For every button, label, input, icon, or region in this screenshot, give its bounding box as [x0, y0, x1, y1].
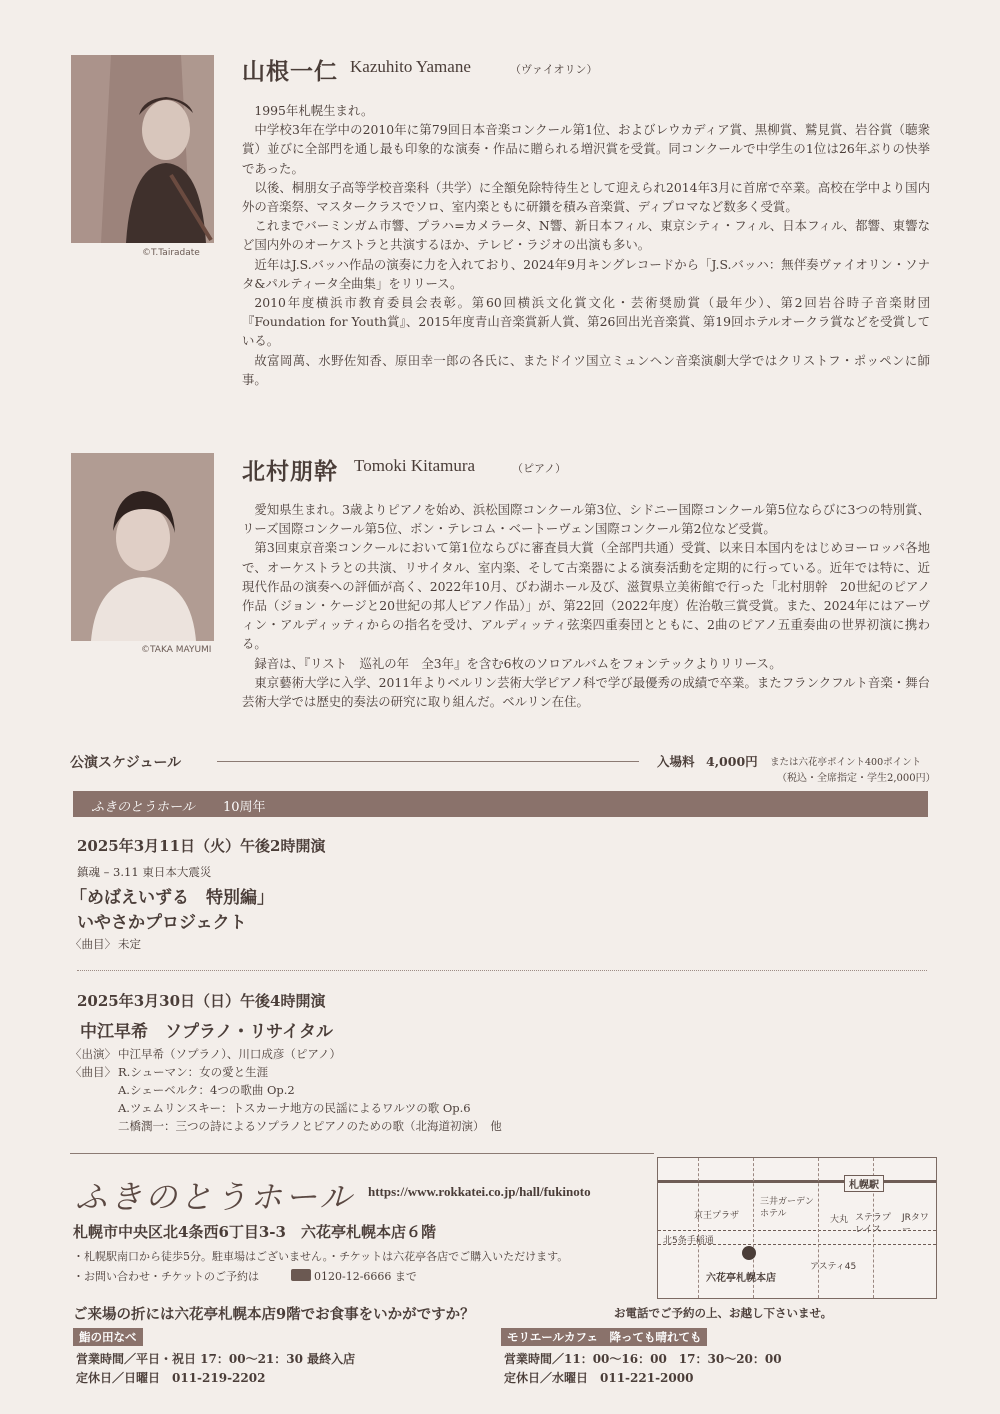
artist-bio — [242, 500, 930, 711]
program-text: 未定 — [118, 937, 141, 951]
shop-name-tag: 鮨の田なべ — [73, 1328, 143, 1346]
program-item: A.シェーベルク：4つの歌曲 Op.2 — [118, 1083, 295, 1097]
bio-paragraph: 1995年札幌生まれ。 — [254, 103, 374, 118]
bio-paragraph: 近年はJ.S.バッハ作品の演奏に力を入れており、2024年9月キングレコードから「J.S.バッハ：無伴奏ヴァイオリン・ソナタ&パルティータ全曲集」をリリース。 — [242, 256, 930, 291]
event-subtitle: 鎮魂 – 3.11 東日本大震災 — [77, 865, 212, 879]
artist-name-en: Kazuhito Yamane — [350, 57, 471, 76]
venue-url[interactable]: https://www.rokkatei.co.jp/hall/fukinoto — [368, 1184, 591, 1199]
artist-instrument: （ヴァイオリン） — [510, 63, 598, 76]
venue-rule — [70, 1153, 654, 1154]
dining-headline: ご来場の折には六花亭札幌本店9階でお食事をいかがですか？ — [73, 1306, 475, 1323]
station-label: 札幌駅 — [844, 1175, 884, 1192]
phone-number: 0120-12-6666 まで — [314, 1270, 417, 1283]
performers-text: 中江早希（ソプラノ）、川口成彦（ピアノ） — [118, 1047, 341, 1061]
program-item: R.シューマン：女の愛と生涯 — [118, 1065, 269, 1079]
event-title: 中江早希 ソプラノ・リサイタル — [80, 1022, 333, 1042]
map-landmark: 三井ガーデンホテル — [760, 1197, 814, 1219]
artist-name-en: Tomoki Kitamura — [354, 456, 476, 475]
price: 4,000円 — [706, 754, 758, 769]
anniversary-band — [73, 791, 928, 817]
free-dial-icon — [291, 1269, 311, 1281]
shop-closed: 定休日／水曜日 011-221-2000 — [504, 1371, 694, 1385]
map-landmark: 京王プラザ — [694, 1211, 740, 1221]
map-road — [818, 1158, 820, 1298]
artist-bio — [242, 101, 930, 389]
event-divider — [77, 970, 927, 971]
bio-paragraph: 録音は、『リスト 巡礼の年 全3年』を含む6枚のソロアルバムをフォンテックよりリリース。 — [254, 655, 782, 671]
bio-paragraph: 第3回東京音楽コンクールにおいて第1位ならびに審査員大賞（全部門共通）受賞、以来日本国内をはじめヨーロッパ各地で、オーケストラとの共演、リサイタル、室内楽、そして古楽器による演奏活動を定期的に行っている。近年では特に、近現代作品の演奏への評価が高く、2022年10月、びわ湖ホール及び、滋賀県立美術館で行った「北村朋幹 20世紀のピアノ作品（ジョン・ケージと20世紀の邦人ピアノ作品）」が、第22回（2022年度）佐治敬三賞受賞。また、2024年にはアーヴィン・アルディッティからの指名を受け、アルディッティ弦楽四重奏団とともに、2曲のピアノ五重奏曲の世界初演に携わる。 — [242, 540, 930, 652]
artist-instrument: （ピアノ） — [512, 462, 567, 475]
map-landmark: 大丸 — [830, 1215, 849, 1225]
program-item: 二橋潤一：三つの詩によるソプラノとピアノのための歌（北海道初演） 他 — [118, 1119, 502, 1133]
event-date: 2025年3月11日（火）午後2時開演 — [77, 837, 326, 855]
dining-headline-note: お電話でご予約の上、お越し下さいませ。 — [614, 1306, 833, 1320]
bio-paragraph: これまでバーミンガム市響、プラハ=カメラータ、N響、新日本フィル、東京シティ・フィル、日本フィル、都響、東響など国内外のオーケストラと共演するほか、テレビ・ラジオの出演も多い。 — [242, 218, 930, 253]
bio-paragraph: 愛知県生まれ。3歳よりピアノを始め、浜松国際コンクール第3位、シドニー国際コンクール第5位ならびに3つの特別賞、リーズ国際コンクール第5位、ボン・テレコム・ベートーヴェン国際コンクール第2位など受賞。 — [242, 502, 930, 537]
event-date: 2025年3月30日（日）午後4時開演 — [77, 992, 326, 1010]
anniversary-label: 10周年 — [223, 800, 266, 815]
bio-paragraph: 2010年度横浜市教育委員会表彰。第60回横浜文化賞文化・芸術奨励賞（最年少）、第2回岩谷時子音楽財団『Foundation for Youth賞』、2015年度青山音楽賞新人賞、第26回出光音楽賞、第19回ホテルオークラ賞などを受賞している。 — [242, 295, 930, 349]
venue-marker — [742, 1246, 756, 1260]
venue-address: 札幌市中央区北4条西6丁目3-3 六花亭札幌本店６階 — [73, 1223, 436, 1241]
artist-name-jp: 北村朋幹 — [242, 458, 338, 485]
violinist-silhouette — [71, 55, 214, 243]
street-label: 北5条手稲通 — [663, 1236, 714, 1246]
map-landmark: ステラプレイス — [855, 1213, 891, 1235]
venue-note: ・札幌駅南口から徒歩5分。駐車場はございません。・チケットは六花亭各店でご購入いただけます。 — [73, 1250, 569, 1263]
hall-logo-small: ふきのとうホール — [91, 800, 195, 815]
photo-credit: ©TAKA MAYUMI — [141, 645, 212, 655]
schedule-heading: 公演スケジュール — [70, 755, 182, 771]
venue-map-label: 六花亭札幌本店 — [706, 1273, 776, 1284]
program-item: A.ツェムリンスキー：トスカーナ地方の民謡によるワルツの歌 Op.6 — [118, 1101, 471, 1115]
shop-closed: 定休日／日曜日 011-219-2202 — [76, 1371, 266, 1385]
event-title-line2: いやさかプロジェクト — [77, 913, 247, 933]
schedule-rule — [217, 761, 639, 762]
bio-paragraph: 東京藝術大学に入学、2011年よりベルリン芸術大学ピアノ科で学び最優秀の成績で卒業。またフランクフルト音楽・舞台芸術大学では歴史的奏法の研究に取り組んだ。ベルリン在住。 — [242, 674, 930, 710]
program-label: 〈曲目〉 — [70, 937, 116, 951]
shop-name-tag: モリエールカフェ 降っても晴れても — [501, 1328, 707, 1346]
shop-hours: 営業時間／11：00〜16：00 17：30〜20：00 — [504, 1352, 782, 1366]
shop-hours: 営業時間／平日・祝日 17：00〜21：30 最終入店 — [76, 1352, 356, 1366]
bio-paragraph: 中学校3年在学中の2010年に第79回日本音楽コンクール第1位、およびレウカディア賞、黒柳賞、鷲見賞、岩谷賞（聴衆賞）並びに全部門を通し最も印象的な演奏・作品に贈られる増沢賞を受賞。同コンクールで中学生の1位は26年ぶりの快挙であった。 — [242, 122, 930, 176]
access-map — [657, 1157, 937, 1299]
pianist-portrait — [71, 453, 214, 641]
artist-name-jp: 山根一仁 — [242, 58, 338, 85]
price-note: （税込・全席指定・学生2,000円） — [777, 773, 936, 784]
map-landmark: JRタワー — [902, 1213, 929, 1235]
map-landmark: アスティ45 — [810, 1262, 857, 1272]
price-alt: または六花亭ポイント400ポイント — [770, 757, 922, 768]
bio-paragraph: 以後、桐朋女子高等学校音楽科（共学）に全額免除特待生として迎えられ2014年3月に首席で卒業。高校在学中より国内外の音楽祭、マスタークラスでソロ、室内楽ともに研鑽を積み音楽賞、ディプロマなど数多く受賞。 — [242, 179, 930, 215]
map-road — [698, 1158, 700, 1298]
artist-photo-kitamura — [71, 453, 214, 641]
event-title: 「めばえいずる 特別編」 — [70, 888, 274, 908]
artist-photo-yamane — [71, 55, 214, 243]
price-label: 入場料 — [657, 754, 695, 769]
bio-paragraph: 故富岡萬、水野佐知香、原田幸一郎の各氏に、またドイツ国立ミュンヘン音楽演劇大学ではクリストフ・ポッペンに師事。 — [242, 352, 930, 387]
program-label: 〈曲目〉 — [70, 1065, 116, 1079]
hall-logo: ふきのとうホール — [75, 1178, 355, 1216]
performers-label: 〈出演〉 — [70, 1047, 116, 1061]
venue-note: ・お問い合わせ・チケットのご予約は — [73, 1270, 260, 1283]
photo-credit: ©T.Tairadate — [142, 248, 200, 258]
